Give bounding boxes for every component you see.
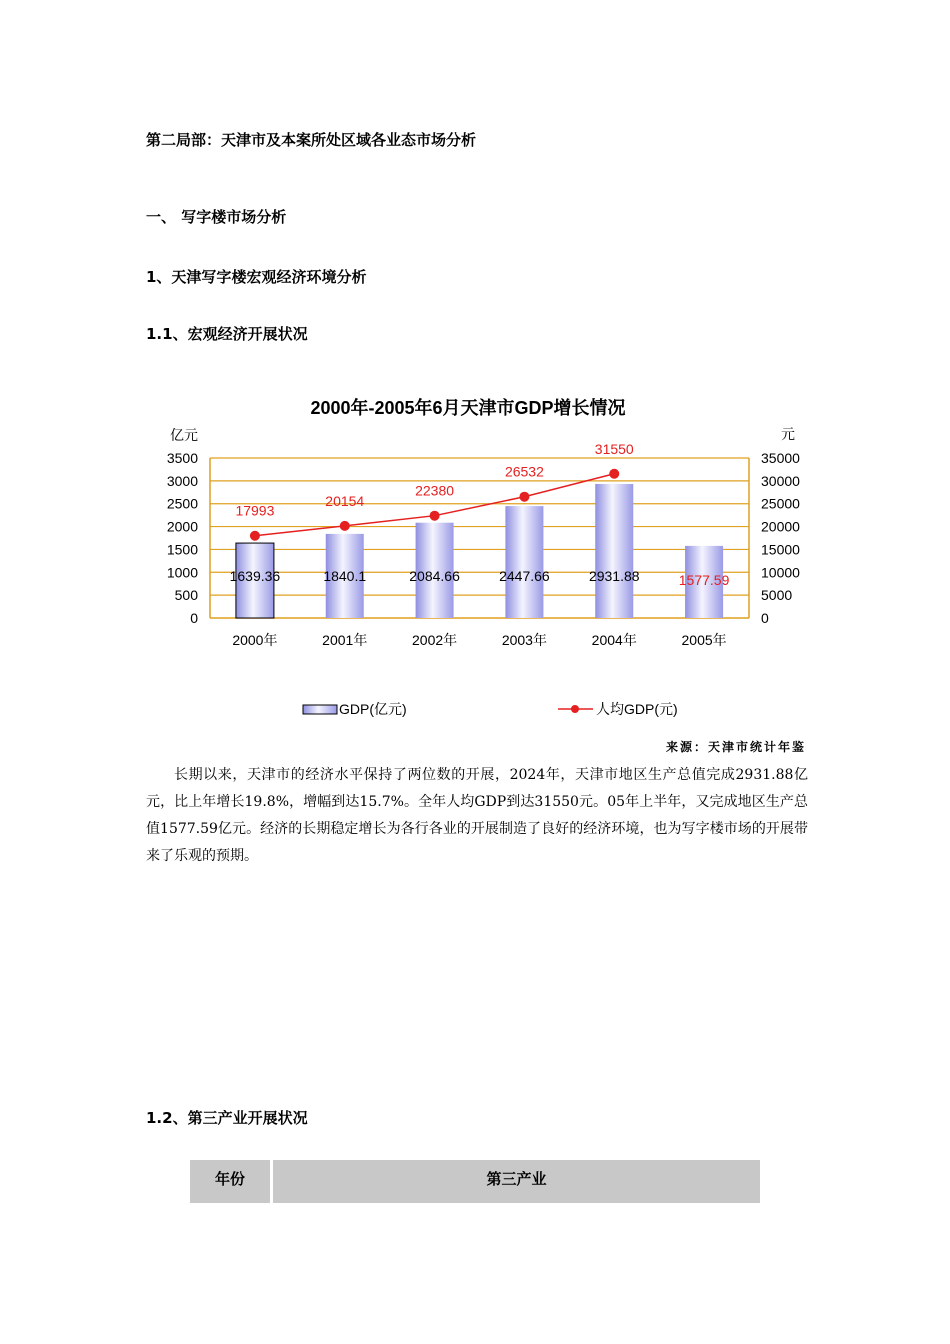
left-tick-label: 0 [190, 610, 198, 626]
chart-legend [303, 701, 678, 717]
legend-bar-label: GDP(亿元) [339, 701, 407, 717]
left-tick-label: 2500 [166, 495, 198, 512]
gdp-bar-label: 1639.36 [229, 568, 281, 584]
per-capita-gdp-label: 26532 [504, 463, 544, 480]
section-heading-macro-status: 1.1、宏观经济开展状况 [146, 325, 308, 343]
per-capita-gdp-label: 31550 [594, 440, 634, 457]
left-tick-label: 3000 [166, 472, 198, 489]
per-capita-gdp-label: 20154 [325, 492, 365, 509]
per-capita-gdp-label: 17993 [235, 502, 275, 519]
data-labels [230, 441, 730, 588]
table-header-tertiary: 第三产业 [273, 1160, 760, 1203]
section-heading-tertiary: 1.2、第三产业开展状况 [146, 1109, 308, 1127]
legend-line-marker [571, 705, 579, 713]
right-tick-label: 0 [761, 610, 769, 626]
source-note: 来源：天津市统计年鉴 [665, 740, 806, 754]
gdp-bar-label: 1577.59 [678, 571, 730, 588]
gdp-bar [505, 506, 543, 618]
grid-lines [210, 458, 749, 618]
left-tick-label: 1000 [166, 564, 198, 581]
category-label: 2005年 [681, 632, 727, 648]
gdp-bar [595, 484, 633, 618]
per-capita-gdp-point [340, 521, 350, 531]
gdp-bar-label: 2084.66 [409, 568, 460, 584]
table-header-year: 年份 [190, 1160, 270, 1203]
category-label: 2000年 [232, 632, 278, 648]
section-heading-macro: 1、天津写字楼宏观经济环境分析 [146, 268, 367, 286]
right-tick-label: 35000 [761, 450, 800, 466]
right-tick-label: 30000 [761, 472, 800, 489]
gdp-chart [146, 380, 811, 730]
legend-line-label: 人均GDP(元) [596, 701, 678, 717]
category-labels [232, 632, 726, 648]
right-tick-label: 5000 [761, 587, 793, 604]
per-capita-gdp-point [519, 492, 529, 502]
body-paragraph: 长期以来，天津市的经济水平保持了两位数的开展，2024年，天津市地区生产总值完成2931.88亿元，比上年增长19.8%，增幅到达15.7%。全年人均GDP到达31550元。05年上半年，又完成地区生产总值1577.59亿元。经济的长期稳定增长为各行各业的开展制造了良好的经济环境，也为写字楼市场的开展带来了乐观的预期。 [146, 767, 808, 864]
right-tick-label: 25000 [761, 495, 800, 512]
section-heading-office: 一、 写字楼市场分析 [146, 208, 287, 226]
per-capita-gdp-point [430, 511, 440, 521]
category-label: 2002年 [412, 632, 458, 648]
gdp-bar-label: 2447.66 [499, 568, 550, 584]
category-label: 2001年 [322, 632, 368, 648]
table-header [190, 1160, 760, 1203]
right-tick-label: 15000 [761, 541, 800, 558]
left-tick-label: 3500 [166, 450, 198, 466]
gdp-bar-label: 1840.1 [323, 568, 367, 584]
left-tick-label: 2000 [166, 518, 198, 535]
gdp-bar-label: 2931.88 [588, 568, 640, 584]
chart-title: 2000年-2005年6月天津市GDP增长情况 [310, 398, 626, 418]
category-label: 2003年 [501, 632, 547, 648]
part-title: 第二局部：天津市及本案所处区域各业态市场分析 [146, 131, 477, 149]
category-label: 2004年 [591, 632, 637, 648]
left-axis-unit: 亿元 [170, 427, 198, 443]
per-capita-gdp-point [609, 469, 619, 479]
right-axis-unit: 元 [781, 426, 795, 442]
per-capita-gdp-label: 22380 [415, 482, 455, 499]
right-tick-label: 20000 [761, 518, 800, 535]
legend-bar-swatch [303, 705, 337, 714]
per-capita-gdp-point [250, 531, 260, 541]
left-tick-label: 500 [174, 587, 198, 604]
right-tick-label: 10000 [761, 564, 800, 581]
left-tick-label: 1500 [166, 541, 198, 558]
